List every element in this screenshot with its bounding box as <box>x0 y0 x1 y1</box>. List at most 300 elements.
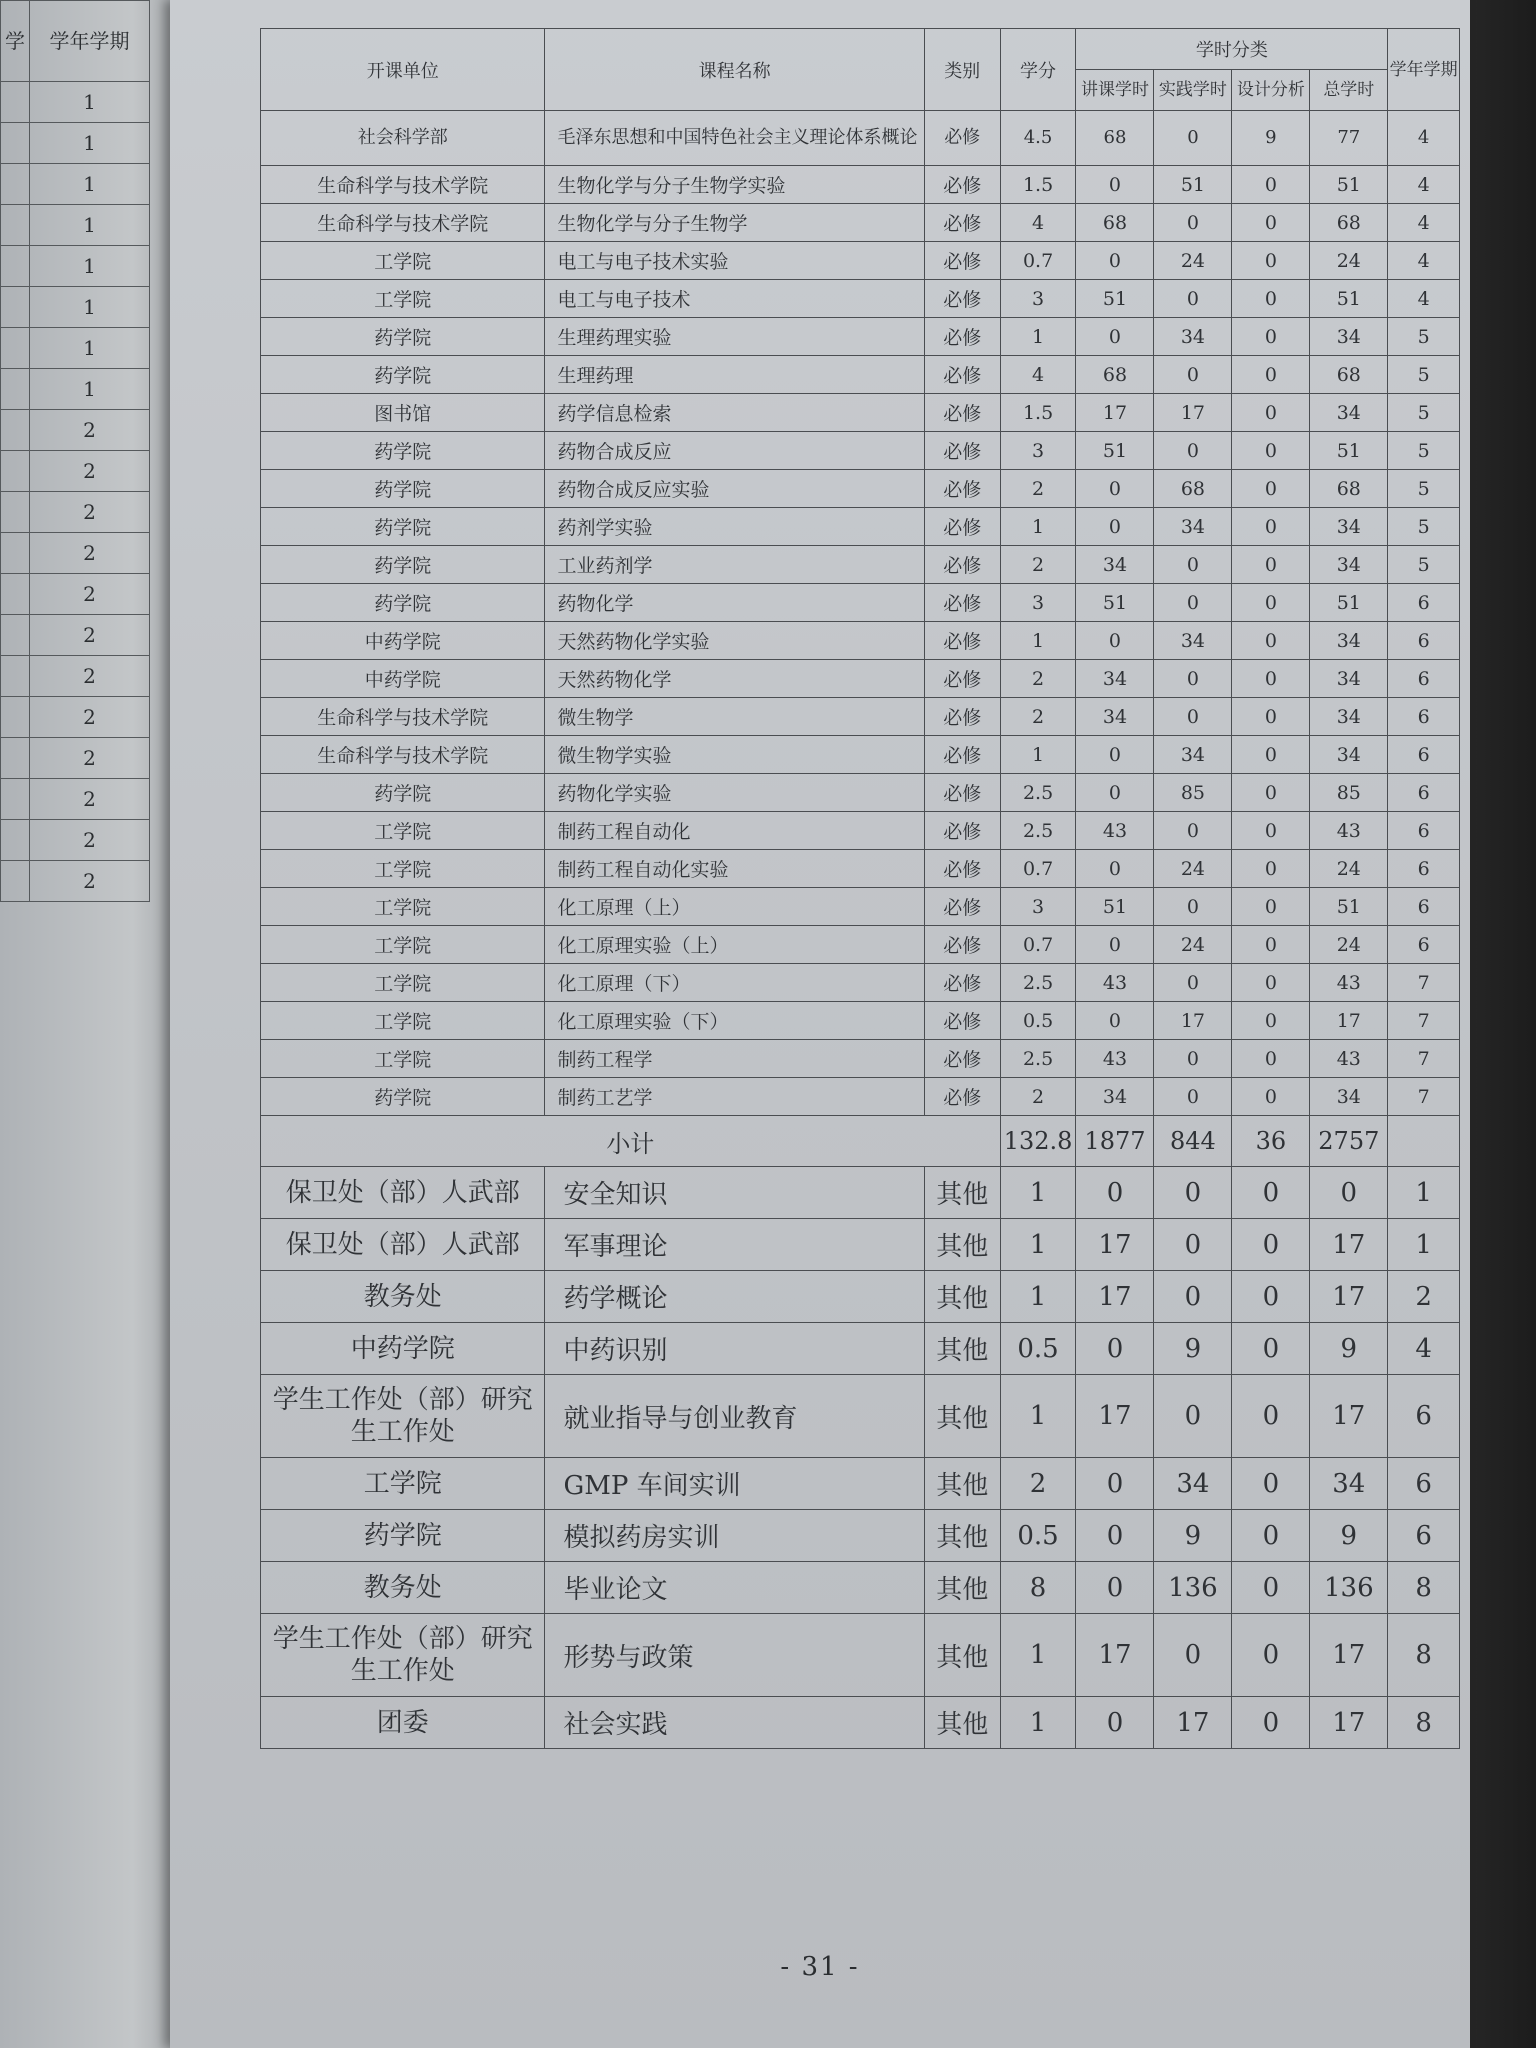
lecture-hours-cell: 0 <box>1076 850 1154 888</box>
term-cell: 4 <box>1388 166 1460 204</box>
category-cell: 必修 <box>924 1040 1000 1078</box>
course-cell: 化工原理实验（上） <box>545 926 924 964</box>
subtotal-total: 2757 <box>1310 1116 1388 1167</box>
design-hours-cell: 0 <box>1232 698 1310 736</box>
total-hours-cell: 34 <box>1310 660 1388 698</box>
total-hours-cell: 51 <box>1310 280 1388 318</box>
left-cell-blank <box>1 410 30 451</box>
practice-hours-cell: 17 <box>1154 394 1232 432</box>
design-hours-cell: 0 <box>1232 204 1310 242</box>
left-cell-blank <box>1 451 30 492</box>
left-row <box>1 738 150 779</box>
design-hours-cell: 0 <box>1232 1040 1310 1078</box>
left-term-cell: 2 <box>30 574 150 615</box>
category-cell: 必修 <box>924 318 1000 356</box>
left-cell-blank <box>1 246 30 287</box>
left-cell-blank <box>1 123 30 164</box>
design-hours-cell: 0 <box>1232 1510 1310 1562</box>
left-term-cell: 1 <box>30 164 150 205</box>
left-term-cell: 1 <box>30 205 150 246</box>
design-hours-cell: 0 <box>1232 888 1310 926</box>
course-cell: 工业药剂学 <box>545 546 924 584</box>
left-row <box>1 656 150 697</box>
course-cell: 生理药理 <box>545 356 924 394</box>
left-term-cell: 2 <box>30 697 150 738</box>
design-hours-cell: 0 <box>1232 1323 1310 1375</box>
subtotal-lec: 1877 <box>1076 1116 1154 1167</box>
term-cell: 1 <box>1388 1219 1460 1271</box>
total-hours-cell: 17 <box>1310 1697 1388 1749</box>
header-category: 类别 <box>924 29 1000 111</box>
course-cell: 药学信息检索 <box>545 394 924 432</box>
unit-cell: 工学院 <box>261 242 545 280</box>
header-term: 学年学期 <box>1388 29 1460 111</box>
left-row <box>1 697 150 738</box>
subtotal-row <box>261 1116 1460 1167</box>
unit-cell: 保卫处（部）人武部 <box>261 1219 545 1271</box>
unit-cell: 生命科学与技术学院 <box>261 698 545 736</box>
left-cell-blank <box>1 656 30 697</box>
course-cell: 药物合成反应 <box>545 432 924 470</box>
category-cell: 必修 <box>924 888 1000 926</box>
term-cell: 5 <box>1388 470 1460 508</box>
category-cell: 必修 <box>924 660 1000 698</box>
unit-cell: 药学院 <box>261 546 545 584</box>
left-term-cell: 1 <box>30 369 150 410</box>
table-row <box>261 204 1460 242</box>
category-cell: 必修 <box>924 280 1000 318</box>
course-cell: 药剂学实验 <box>545 508 924 546</box>
table-row <box>261 850 1460 888</box>
practice-hours-cell: 34 <box>1154 318 1232 356</box>
header-course: 课程名称 <box>545 29 924 111</box>
total-hours-cell: 51 <box>1310 888 1388 926</box>
practice-hours-cell: 34 <box>1154 622 1232 660</box>
category-cell: 必修 <box>924 166 1000 204</box>
course-cell: 微生物学实验 <box>545 736 924 774</box>
left-cell-blank <box>1 82 30 123</box>
category-cell: 必修 <box>924 394 1000 432</box>
course-cell: 天然药物化学 <box>545 660 924 698</box>
category-cell: 其他 <box>924 1458 1000 1510</box>
subtotal-blank <box>1388 1116 1460 1167</box>
course-cell: 模拟药房实训 <box>545 1510 924 1562</box>
term-cell: 6 <box>1388 736 1460 774</box>
left-cell-blank <box>1 205 30 246</box>
table-row <box>261 1078 1460 1116</box>
unit-cell: 生命科学与技术学院 <box>261 736 545 774</box>
term-cell: 4 <box>1388 280 1460 318</box>
category-cell: 必修 <box>924 546 1000 584</box>
credit-cell: 1 <box>1000 318 1076 356</box>
category-cell: 其他 <box>924 1510 1000 1562</box>
design-hours-cell: 0 <box>1232 1458 1310 1510</box>
total-hours-cell: 51 <box>1310 584 1388 622</box>
left-row <box>1 82 150 123</box>
practice-hours-cell: 34 <box>1154 736 1232 774</box>
practice-hours-cell: 0 <box>1154 204 1232 242</box>
design-hours-cell: 0 <box>1232 812 1310 850</box>
category-cell: 必修 <box>924 356 1000 394</box>
lecture-hours-cell: 34 <box>1076 1078 1154 1116</box>
total-hours-cell: 68 <box>1310 204 1388 242</box>
design-hours-cell: 0 <box>1232 774 1310 812</box>
total-hours-cell: 24 <box>1310 926 1388 964</box>
design-hours-cell: 0 <box>1232 432 1310 470</box>
lecture-hours-cell: 34 <box>1076 546 1154 584</box>
table-row <box>261 1271 1460 1323</box>
term-cell: 4 <box>1388 1323 1460 1375</box>
category-cell: 其他 <box>924 1375 1000 1458</box>
credit-cell: 0.5 <box>1000 1002 1076 1040</box>
course-cell: 电工与电子技术 <box>545 280 924 318</box>
lecture-hours-cell: 0 <box>1076 1458 1154 1510</box>
design-hours-cell: 0 <box>1232 166 1310 204</box>
left-cell-blank <box>1 574 30 615</box>
left-row <box>1 574 150 615</box>
total-hours-cell: 51 <box>1310 166 1388 204</box>
term-cell: 5 <box>1388 394 1460 432</box>
unit-cell: 药学院 <box>261 508 545 546</box>
category-cell: 其他 <box>924 1323 1000 1375</box>
term-cell: 6 <box>1388 1458 1460 1510</box>
left-term-cell: 2 <box>30 738 150 779</box>
left-row <box>1 328 150 369</box>
credit-cell: 3 <box>1000 888 1076 926</box>
table-row <box>261 584 1460 622</box>
course-cell: 电工与电子技术实验 <box>545 242 924 280</box>
course-cell: 天然药物化学实验 <box>545 622 924 660</box>
page-number: - 31 - <box>780 1952 860 1982</box>
practice-hours-cell: 0 <box>1154 812 1232 850</box>
course-cell: 制药工程自动化 <box>545 812 924 850</box>
table-row <box>261 318 1460 356</box>
course-cell: 生物化学与分子生物学 <box>545 204 924 242</box>
credit-cell: 1.5 <box>1000 394 1076 432</box>
term-cell: 6 <box>1388 888 1460 926</box>
subtotal-label: 小计 <box>261 1116 1001 1167</box>
credit-cell: 2 <box>1000 1458 1076 1510</box>
credit-cell: 4.5 <box>1000 111 1076 166</box>
left-term-cell: 2 <box>30 820 150 861</box>
term-cell: 6 <box>1388 584 1460 622</box>
table-row <box>261 1002 1460 1040</box>
total-hours-cell: 34 <box>1310 318 1388 356</box>
credit-cell: 4 <box>1000 204 1076 242</box>
term-cell: 5 <box>1388 508 1460 546</box>
table-row <box>261 280 1460 318</box>
term-cell: 7 <box>1388 1040 1460 1078</box>
term-cell: 4 <box>1388 204 1460 242</box>
category-cell: 其他 <box>924 1614 1000 1697</box>
unit-cell: 工学院 <box>261 964 545 1002</box>
lecture-hours-cell: 0 <box>1076 1510 1154 1562</box>
practice-hours-cell: 24 <box>1154 926 1232 964</box>
category-cell: 必修 <box>924 204 1000 242</box>
lecture-hours-cell: 17 <box>1076 394 1154 432</box>
table-row <box>261 111 1460 166</box>
table-row <box>261 774 1460 812</box>
total-hours-cell: 9 <box>1310 1323 1388 1375</box>
lecture-hours-cell: 17 <box>1076 1375 1154 1458</box>
lecture-hours-cell: 68 <box>1076 111 1154 166</box>
left-row <box>1 369 150 410</box>
credit-cell: 0.7 <box>1000 926 1076 964</box>
left-row <box>1 615 150 656</box>
unit-cell: 药学院 <box>261 432 545 470</box>
design-hours-cell: 0 <box>1232 622 1310 660</box>
table-row <box>261 470 1460 508</box>
table-row <box>261 1323 1460 1375</box>
left-cell-blank <box>1 697 30 738</box>
unit-cell: 中药学院 <box>261 1323 545 1375</box>
category-cell: 必修 <box>924 432 1000 470</box>
category-cell: 必修 <box>924 812 1000 850</box>
table-row <box>261 660 1460 698</box>
table-row <box>261 546 1460 584</box>
lecture-hours-cell: 0 <box>1076 470 1154 508</box>
unit-cell: 社会科学部 <box>261 111 545 166</box>
course-table <box>260 28 1460 1749</box>
unit-cell: 药学院 <box>261 1510 545 1562</box>
unit-cell: 生命科学与技术学院 <box>261 204 545 242</box>
unit-cell: 生命科学与技术学院 <box>261 166 545 204</box>
unit-cell: 团委 <box>261 1697 545 1749</box>
subtotal-des: 36 <box>1232 1116 1310 1167</box>
lecture-hours-cell: 51 <box>1076 888 1154 926</box>
left-row <box>1 533 150 574</box>
design-hours-cell: 0 <box>1232 1562 1310 1614</box>
left-row <box>1 287 150 328</box>
lecture-hours-cell: 43 <box>1076 964 1154 1002</box>
total-hours-cell: 68 <box>1310 356 1388 394</box>
lecture-hours-cell: 51 <box>1076 280 1154 318</box>
document-page <box>170 0 1470 2048</box>
unit-cell: 工学院 <box>261 1458 545 1510</box>
total-hours-cell: 136 <box>1310 1562 1388 1614</box>
course-cell: 化工原理（上） <box>545 888 924 926</box>
lecture-hours-cell: 0 <box>1076 774 1154 812</box>
left-term-cell: 1 <box>30 246 150 287</box>
left-term-cell: 2 <box>30 410 150 451</box>
left-term-cell: 1 <box>30 82 150 123</box>
practice-hours-cell: 0 <box>1154 698 1232 736</box>
lecture-hours-cell: 17 <box>1076 1219 1154 1271</box>
left-term-cell: 2 <box>30 861 150 902</box>
design-hours-cell: 0 <box>1232 1078 1310 1116</box>
course-cell: 就业指导与创业教育 <box>545 1375 924 1458</box>
design-hours-cell: 0 <box>1232 964 1310 1002</box>
total-hours-cell: 24 <box>1310 850 1388 888</box>
term-cell: 8 <box>1388 1697 1460 1749</box>
term-cell: 6 <box>1388 1375 1460 1458</box>
credit-cell: 1 <box>1000 622 1076 660</box>
course-cell: 制药工程自动化实验 <box>545 850 924 888</box>
design-hours-cell: 0 <box>1232 280 1310 318</box>
table-row <box>261 1167 1460 1219</box>
table-row <box>261 698 1460 736</box>
left-cell-blank <box>1 164 30 205</box>
left-term-cell: 2 <box>30 656 150 697</box>
left-term-cell: 1 <box>30 287 150 328</box>
table-row <box>261 242 1460 280</box>
practice-hours-cell: 34 <box>1154 508 1232 546</box>
design-hours-cell: 0 <box>1232 470 1310 508</box>
category-cell: 其他 <box>924 1697 1000 1749</box>
left-row <box>1 164 150 205</box>
left-cell-blank <box>1 779 30 820</box>
design-hours-cell: 0 <box>1232 584 1310 622</box>
term-cell: 6 <box>1388 850 1460 888</box>
practice-hours-cell: 17 <box>1154 1697 1232 1749</box>
practice-hours-cell: 0 <box>1154 1614 1232 1697</box>
credit-cell: 1 <box>1000 1167 1076 1219</box>
design-hours-cell: 0 <box>1232 926 1310 964</box>
design-hours-cell: 0 <box>1232 1375 1310 1458</box>
course-cell: 药物合成反应实验 <box>545 470 924 508</box>
term-cell: 5 <box>1388 356 1460 394</box>
left-cell-blank <box>1 287 30 328</box>
design-hours-cell: 0 <box>1232 508 1310 546</box>
total-hours-cell: 77 <box>1310 111 1388 166</box>
lecture-hours-cell: 43 <box>1076 1040 1154 1078</box>
category-cell: 必修 <box>924 1002 1000 1040</box>
design-hours-cell: 0 <box>1232 356 1310 394</box>
credit-cell: 2 <box>1000 698 1076 736</box>
unit-cell: 工学院 <box>261 1040 545 1078</box>
lecture-hours-cell: 51 <box>1076 432 1154 470</box>
unit-cell: 中药学院 <box>261 622 545 660</box>
term-cell: 4 <box>1388 242 1460 280</box>
course-cell: 药物化学实验 <box>545 774 924 812</box>
credit-cell: 1 <box>1000 1375 1076 1458</box>
credit-cell: 2 <box>1000 1078 1076 1116</box>
term-cell: 5 <box>1388 318 1460 356</box>
design-hours-cell: 0 <box>1232 1271 1310 1323</box>
design-hours-cell: 0 <box>1232 850 1310 888</box>
lecture-hours-cell: 68 <box>1076 204 1154 242</box>
header-unit: 开课单位 <box>261 29 545 111</box>
term-cell: 8 <box>1388 1562 1460 1614</box>
course-cell: 社会实践 <box>545 1697 924 1749</box>
total-hours-cell: 34 <box>1310 508 1388 546</box>
left-term-cell: 2 <box>30 533 150 574</box>
total-hours-cell: 51 <box>1310 432 1388 470</box>
design-hours-cell: 0 <box>1232 1614 1310 1697</box>
course-cell: GMP 车间实训 <box>545 1458 924 1510</box>
unit-cell: 图书馆 <box>261 394 545 432</box>
unit-cell: 药学院 <box>261 1078 545 1116</box>
left-row <box>1 492 150 533</box>
term-cell: 6 <box>1388 622 1460 660</box>
credit-cell: 2 <box>1000 546 1076 584</box>
practice-hours-cell: 0 <box>1154 280 1232 318</box>
credit-cell: 3 <box>1000 584 1076 622</box>
lecture-hours-cell: 17 <box>1076 1614 1154 1697</box>
lecture-hours-cell: 34 <box>1076 698 1154 736</box>
practice-hours-cell: 0 <box>1154 111 1232 166</box>
practice-hours-cell: 85 <box>1154 774 1232 812</box>
left-page-table <box>0 0 150 902</box>
term-cell: 7 <box>1388 1002 1460 1040</box>
course-cell: 制药工艺学 <box>545 1078 924 1116</box>
credit-cell: 4 <box>1000 356 1076 394</box>
unit-cell: 药学院 <box>261 356 545 394</box>
practice-hours-cell: 0 <box>1154 1040 1232 1078</box>
course-table-wrap <box>260 28 1460 1749</box>
left-row <box>1 820 150 861</box>
unit-cell: 中药学院 <box>261 660 545 698</box>
left-cell-blank <box>1 492 30 533</box>
lecture-hours-cell: 0 <box>1076 242 1154 280</box>
credit-cell: 1 <box>1000 736 1076 774</box>
lecture-hours-cell: 0 <box>1076 926 1154 964</box>
course-cell: 毛泽东思想和中国特色社会主义理论体系概论 <box>545 111 924 166</box>
table-row <box>261 812 1460 850</box>
credit-cell: 2.5 <box>1000 1040 1076 1078</box>
course-cell: 药学概论 <box>545 1271 924 1323</box>
design-hours-cell: 0 <box>1232 1167 1310 1219</box>
left-cell-blank <box>1 615 30 656</box>
category-cell: 必修 <box>924 242 1000 280</box>
practice-hours-cell: 0 <box>1154 1167 1232 1219</box>
table-row <box>261 1614 1460 1697</box>
design-hours-cell: 0 <box>1232 546 1310 584</box>
design-hours-cell: 0 <box>1232 1219 1310 1271</box>
category-cell: 必修 <box>924 926 1000 964</box>
category-cell: 必修 <box>924 736 1000 774</box>
term-cell: 1 <box>1388 1167 1460 1219</box>
practice-hours-cell: 0 <box>1154 888 1232 926</box>
left-row <box>1 246 150 287</box>
unit-cell: 保卫处（部）人武部 <box>261 1167 545 1219</box>
unit-cell: 工学院 <box>261 850 545 888</box>
credit-cell: 1 <box>1000 508 1076 546</box>
unit-cell: 工学院 <box>261 888 545 926</box>
course-cell: 生理药理实验 <box>545 318 924 356</box>
credit-cell: 2 <box>1000 470 1076 508</box>
table-row <box>261 622 1460 660</box>
practice-hours-cell: 51 <box>1154 166 1232 204</box>
table-row <box>261 926 1460 964</box>
left-term-cell: 2 <box>30 492 150 533</box>
course-cell: 毕业论文 <box>545 1562 924 1614</box>
lecture-hours-cell: 0 <box>1076 736 1154 774</box>
total-hours-cell: 34 <box>1310 736 1388 774</box>
course-cell: 形势与政策 <box>545 1614 924 1697</box>
left-cell-blank <box>1 861 30 902</box>
total-hours-cell: 17 <box>1310 1271 1388 1323</box>
term-cell: 6 <box>1388 926 1460 964</box>
unit-cell: 药学院 <box>261 470 545 508</box>
category-cell: 必修 <box>924 584 1000 622</box>
table-row <box>261 356 1460 394</box>
unit-cell: 药学院 <box>261 774 545 812</box>
total-hours-cell: 24 <box>1310 242 1388 280</box>
category-cell: 必修 <box>924 470 1000 508</box>
total-hours-cell: 34 <box>1310 1078 1388 1116</box>
table-row <box>261 508 1460 546</box>
term-cell: 4 <box>1388 111 1460 166</box>
practice-hours-cell: 0 <box>1154 432 1232 470</box>
term-cell: 5 <box>1388 432 1460 470</box>
credit-cell: 0.7 <box>1000 242 1076 280</box>
lecture-hours-cell: 0 <box>1076 1323 1154 1375</box>
left-term-cell: 2 <box>30 779 150 820</box>
total-hours-cell: 43 <box>1310 812 1388 850</box>
term-cell: 6 <box>1388 774 1460 812</box>
table-row <box>261 1458 1460 1510</box>
